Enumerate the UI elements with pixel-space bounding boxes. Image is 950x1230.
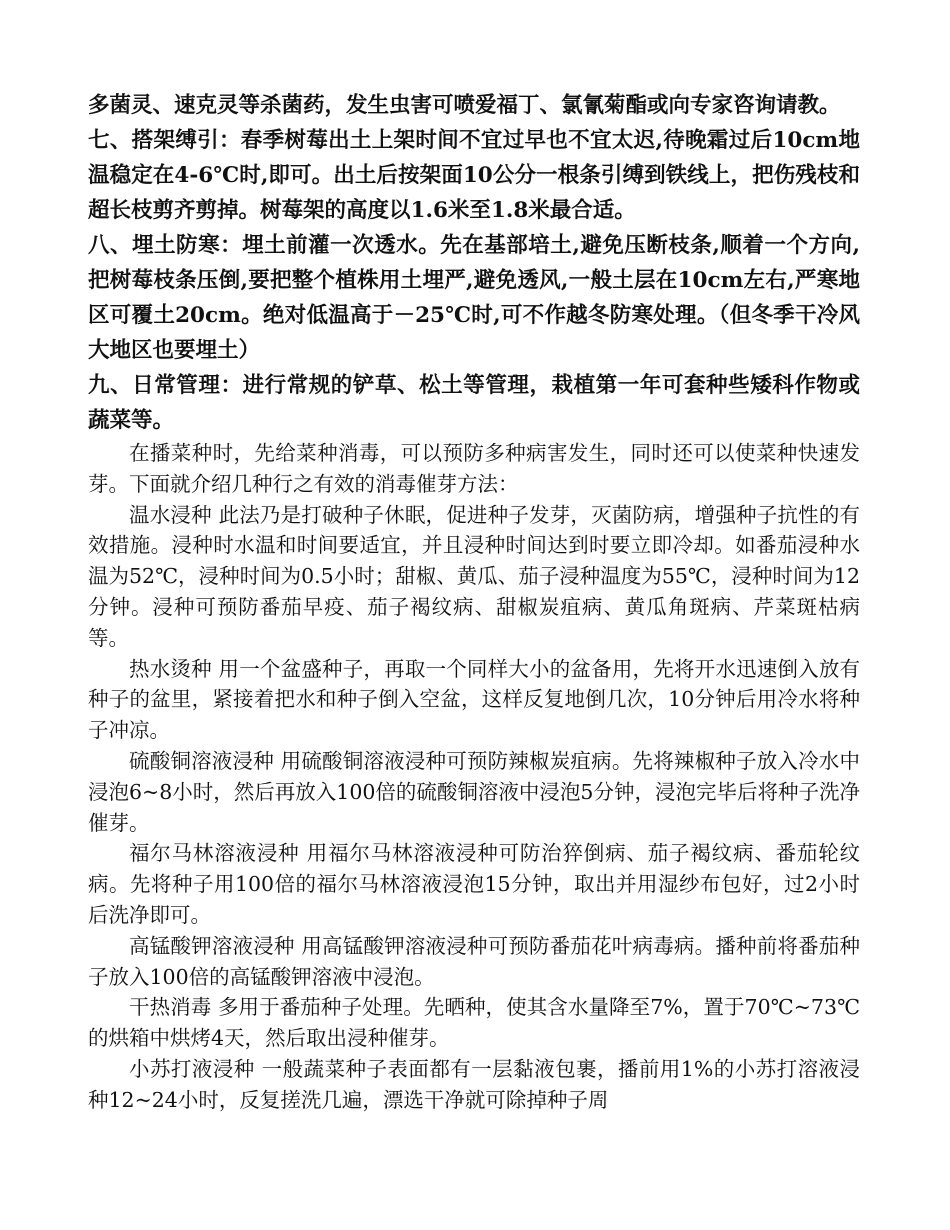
- paragraph-seed-disinfection-intro: 在播菜种时，先给菜种消毒，可以预防多种病害发生，同时还可以使菜种快速发芽。下面就介绍几种行之有效的消毒催芽方法：: [88, 441, 860, 496]
- method-text: 用福尔马林溶液浸种可防治猝倒病、茄子褐纹病、番茄轮纹病。先将种子用100倍的福尔马林溶液浸泡15分钟，取出并用湿纱布包好，过2小时后洗净即可。: [88, 841, 861, 927]
- paragraph-winter-soil-cover: 八、埋土防寒：埋土前灌一次透水。先在基部培土,避免压断枝条,顺着一个方向,把树莓枝条压倒,要把整个植株用土埋严,避免透风,一般土层在10cm左右,严寒地区可覆土20cm。绝对低温高于－25℃时,可不作越冬防寒处理。（但冬季干冷风大地区也要埋土）: [88, 233, 860, 363]
- paragraph-copper-sulfate-soaking: [88, 746, 860, 838]
- method-title: 小苏打液浸种: [129, 1056, 255, 1081]
- method-text: 用高锰酸钾溶液浸种可预防番茄花叶病毒病。播种前将番茄种子放入100倍的高锰酸钾溶液中浸泡。: [88, 933, 861, 989]
- paragraph-pesticide-continued: 多菌灵、速克灵等杀菌药，发生虫害可喷爱福丁、氯氰菊酯或向专家咨询请教。: [88, 93, 841, 118]
- method-text: 多用于番茄种子处理。先晒种，使其含水量降至7%，置于70℃~73℃的烘箱中烘烤4天，然后取出浸种催芽。: [88, 995, 861, 1051]
- paragraph-baking-soda-soaking: [88, 1054, 860, 1116]
- method-title: 高锰酸钾溶液浸种: [129, 933, 295, 958]
- paragraph-warm-water-soaking: [88, 500, 860, 654]
- method-text: 用一个盆盛种子，再取一个同样大小的盆备用，先将开水迅速倒入放有种子的盆里，紧接着把水和种子倒入空盆，这样反复地倒几次，10分钟后用冷水将种子冲凉。: [88, 656, 861, 743]
- method-title: 干热消毒: [129, 995, 212, 1020]
- method-text: 此法乃是打破种子休眠，促进种子发芽，灭菌防病，增强种子抗性的有效措施。浸种时水温和时间要适宜，并且浸种时间达到时要立即冷却。如番茄浸种水温为52℃，浸种时间为0.5小时；甜椒、黄瓜、茄子浸种温度为55℃，浸种时间为12分钟。浸种可预防番茄早疫、茄子褐纹病、甜椒炭疽病、黄瓜角斑病、芹菜斑枯病等。: [88, 502, 861, 650]
- method-text: 一般蔬菜种子表面都有一层黏液包裹，播前用1%的小苏打溶液浸种12~24小时，反复搓洗几遍，漂选干净就可除掉种子周: [88, 1056, 860, 1112]
- method-title: 福尔马林溶液浸种: [129, 841, 300, 866]
- paragraph-permanganate-soaking: [88, 931, 860, 993]
- paragraph-dry-heat-disinfection: [88, 992, 860, 1054]
- document-page: [88, 88, 860, 1116]
- method-text: 用硫酸铜溶液浸种可预防辣椒炭疽病。先将辣椒种子放入冷水中浸泡6~8小时，然后再放入100倍的硫酸铜溶液中浸泡5分钟，浸泡完毕后将种子洗净催芽。: [88, 748, 861, 835]
- paragraph-hot-water-scalding: [88, 654, 860, 746]
- method-title: 温水浸种: [129, 502, 212, 527]
- method-title: 热水烫种: [129, 656, 212, 681]
- paragraph-daily-management: 九、日常管理：进行常规的铲草、松土等管理，栽植第一年可套种些矮科作物或蔬菜等。: [88, 373, 860, 433]
- paragraph-formalin-soaking: [88, 838, 860, 930]
- method-title: 硫酸铜溶液浸种: [129, 748, 274, 773]
- paragraph-trellis-tying: 七、搭架缚引：春季树莓出土上架时间不宜过早也不宜太迟,待晚霜过后10cm地温稳定在4-6℃时,即可。出土后按架面10公分一根条引缚到铁线上，把伤残枝和超长枝剪齐剪掉。树莓架的高度以1.6米至1.8米最合适。: [88, 128, 860, 223]
